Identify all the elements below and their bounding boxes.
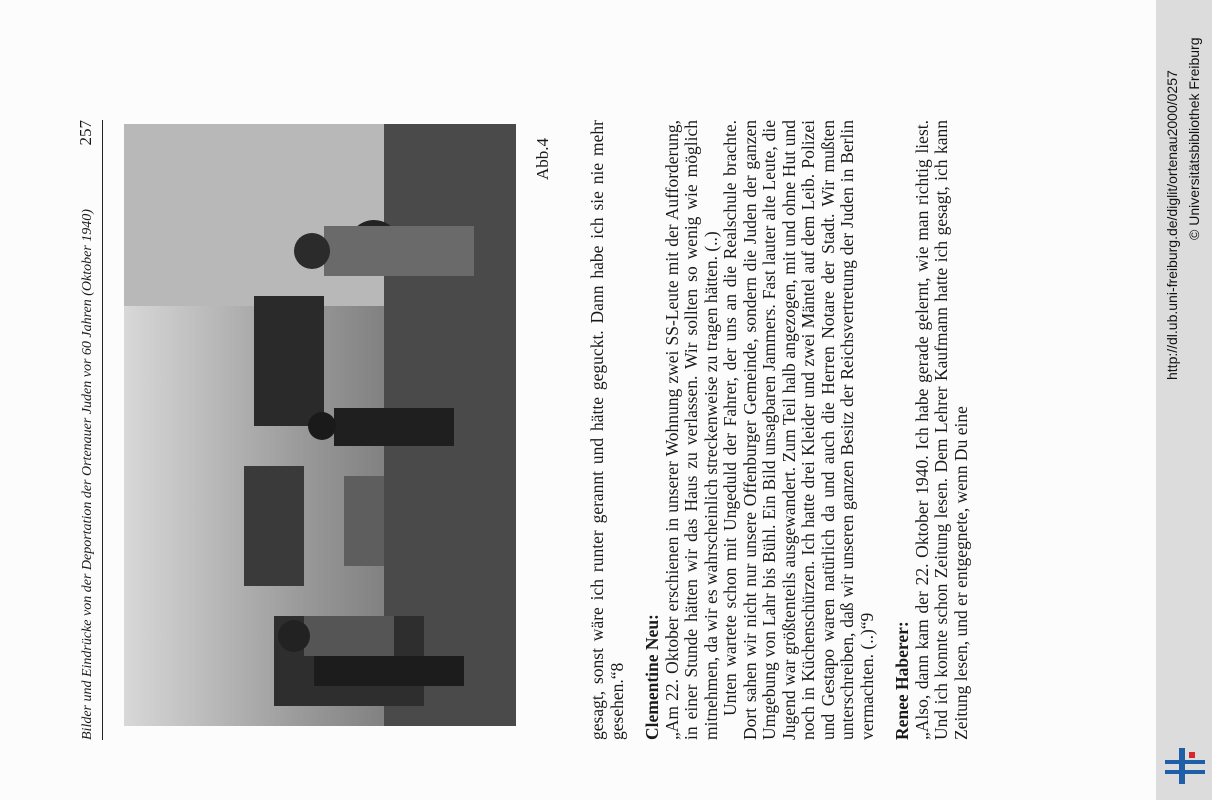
figure-caption: Abb.4 bbox=[533, 137, 552, 180]
section-heading: Clementine Neu: bbox=[642, 614, 662, 740]
page-number: 257 bbox=[76, 120, 95, 146]
paragraph: „Also, dann kam der 22. Oktober 1940. Ich habe gerade gelernt, wie man richtig liest. Und ich konnte schon Zeitung lesen. Dem Lehrer Kaufmann hatte ich gesagt, ich kann Zeitung lesen, und er entgegnete, wenn Du eine bbox=[911, 120, 971, 740]
rotated-page-content bbox=[78, 120, 1078, 740]
viewer-sidebar-strip bbox=[1156, 0, 1212, 800]
running-header bbox=[78, 120, 103, 740]
historical-photograph bbox=[124, 124, 516, 726]
paragraph: „Am 22. Oktober erschienen in unserer Wohnung zwei SS-Leute mit der Aufforderung, in einer Stunde hätten wir das Haus zu verlassen. Wir sollten so wenig wie möglich mitnehmen, da wir es wahrscheinlich streckenweise zu tragen hätten. (..) bbox=[661, 120, 721, 740]
paragraph: Unten wartete schon mit Ungeduld der Fahrer, der uns an die Realschule brachte. Dort sahen wir nicht nur unsere Offenburger Gemeinde, sondern die Juden der ganzen Umgebung von Lahr bis Bühl. Ein Bild unsagbaren Jammers. Fast lauter alte Leute, die Jugend war größtenteils ausgewandert. Zum Teil halb angezogen, mit und ohne Hut und noch in Küchenschürzen. Ich hatte drei Kleider und zwei Mäntel auf dem Leib. Polizei und Gestapo waren natürlich da und auch die Herren Notare der Stadt. Wir mußten unterschreiben, daß wir unseren ganzen Besitz der Reichsvertretung der Juden in Berlin vermachten. (..)“9 bbox=[720, 120, 877, 740]
body-text bbox=[588, 120, 971, 740]
copyright-notice: © Universitätsbibliothek Freiburg bbox=[1186, 37, 1202, 240]
deportation-photo-illustration bbox=[124, 124, 516, 726]
source-url-link[interactable]: http://dl.ub.uni-freiburg.de/diglit/ortenau2000/0257 bbox=[1164, 70, 1180, 380]
library-logo-icon bbox=[1163, 746, 1207, 786]
running-title: Bilder und Eindrücke von der Deportation der Ortenauer Juden vor 60 Jahren (Oktober 1940) bbox=[80, 209, 95, 740]
section-heading: Renee Haberer: bbox=[892, 621, 912, 740]
paragraph: gesagt, sonst wäre ich runter gerannt und hätte geguckt. Dann habe ich sie nie mehr gesehen.“8 bbox=[587, 120, 627, 740]
